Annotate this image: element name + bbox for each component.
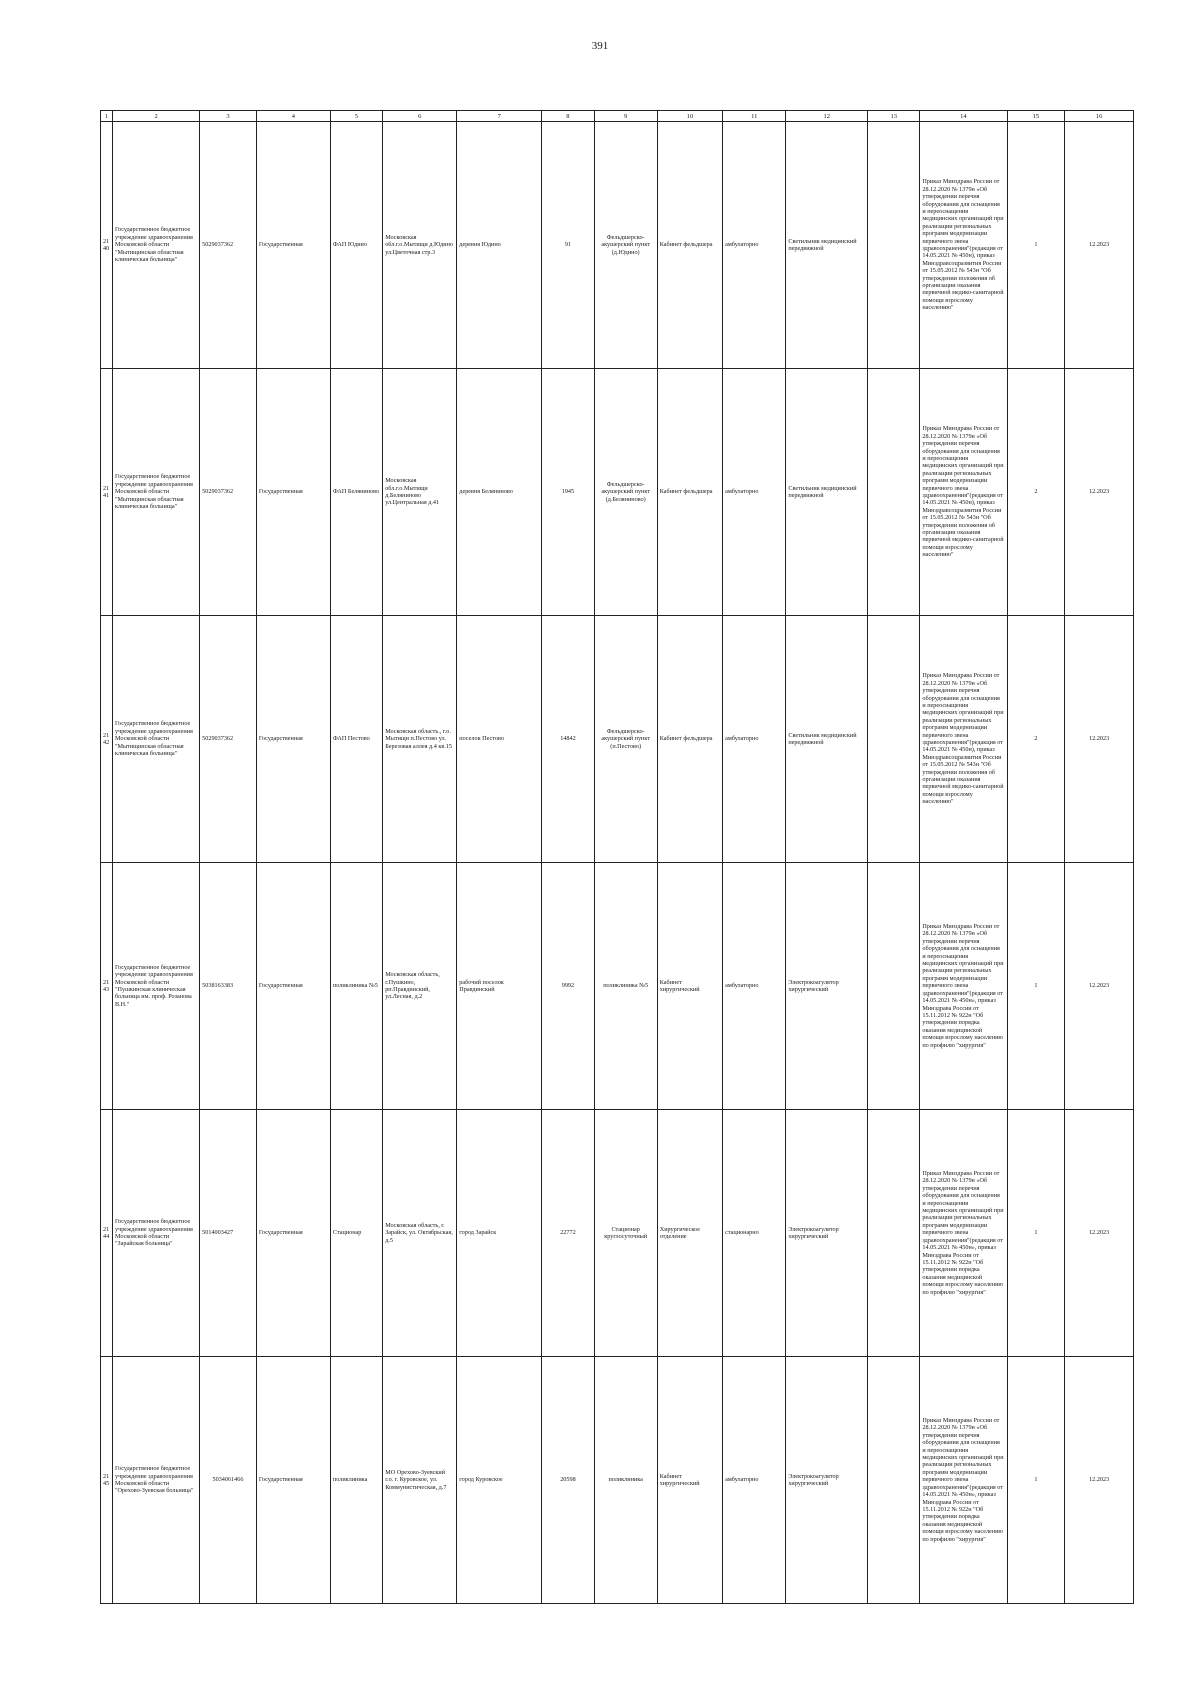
ownership-form: Государственная: [256, 863, 330, 1110]
column-number: 13: [868, 111, 920, 122]
table-row: [101, 122, 1134, 369]
legal-basis: Приказ Минздрава России от 28.12.2020 № 1379н «Об утверждении перечня оборудования для оснащения и переоснащения медицинских организаций при реализации региональных программ модернизации первичного звена здравоохранения"(редакция от 14.05.2021 № 450н», приказ Минздрава России от 15.11.2012 № 922н "Об утверждении порядка оказания медицинской помощи взрослому населению по профилю "хирургия": [920, 1110, 1007, 1357]
organization-name: Государственное бюджетное учреждение здравоохранения Московской области "Мытищинская областная клиническая больница": [112, 369, 199, 616]
unit-type: Стационар круглосуточный: [594, 1110, 657, 1357]
equipment: Электрокоагулятор хирургический: [786, 1357, 868, 1604]
unit-type: поликлиника: [594, 1357, 657, 1604]
ownership-form: Государственная: [256, 369, 330, 616]
population: 1945: [542, 369, 594, 616]
population: 91: [542, 122, 594, 369]
address: Московская обл.г.о.Мытищи д.Беляниново ул.Центральная д.41: [383, 369, 457, 616]
quantity: 1: [1007, 1357, 1065, 1604]
ownership-form: Государственная: [256, 1357, 330, 1604]
organization-name: Государственное бюджетное учреждение здравоохранения Московской области "Мытищинская областная клиническая больница": [112, 616, 199, 863]
table-row: [101, 1110, 1134, 1357]
column-13: [868, 616, 920, 863]
quantity: 2: [1007, 369, 1065, 616]
equipment: Светильник медицинский передвижной: [786, 616, 868, 863]
inn: 5029037362: [200, 369, 257, 616]
equipment: Светильник медицинский передвижной: [786, 369, 868, 616]
equipment: Электрокоагулятор хирургический: [786, 863, 868, 1110]
legal-basis: Приказ Минздрава России от 28.12.2020 № 1379н «Об утверждении перечня оборудования для оснащения и переоснащения медицинских организаций при реализации региональных программ модернизации первичного звена здравоохранения"(редакция от 14.05.2021 № 450н), приказ Минздравсоцразвития России от 15.05.2012 № 543н "Об утверждении положения об организации оказания первичной медико-санитарной помощи взрослому населению": [920, 616, 1007, 863]
structural-unit: ФАП Беляниново: [330, 369, 382, 616]
settlement: город Куровское: [457, 1357, 542, 1604]
table-row: [101, 1357, 1134, 1604]
settlement: поселок Пестово: [457, 616, 542, 863]
room: Кабинет хирургический: [657, 863, 722, 1110]
date: 12.2023: [1065, 1357, 1134, 1604]
structural-unit: поликлиника №5: [330, 863, 382, 1110]
legal-basis: Приказ Минздрава России от 28.12.2020 № 1379н «Об утверждении перечня оборудования для оснащения и переоснащения медицинских организаций при реализации региональных программ модернизации первичного звена здравоохранения"(редакция от 14.05.2021 № 450н», приказ Минздрава России от 15.11.2012 № 922н "Об утверждении порядка оказания медицинской помощи взрослому населению по профилю "хирургия": [920, 1357, 1007, 1604]
care-conditions: амбулаторно: [723, 616, 786, 863]
column-13: [868, 369, 920, 616]
column-number: 16: [1065, 111, 1134, 122]
column-number: 14: [920, 111, 1007, 122]
page-number: 391: [591, 40, 609, 52]
equipment: Электрокоагулятор хирургический: [786, 1110, 868, 1357]
care-conditions: амбулаторно: [723, 863, 786, 1110]
table-row: [101, 616, 1134, 863]
address: Московская область, г. Зарайск, ул. Октябрьская, д.5: [383, 1110, 457, 1357]
population: 9992: [542, 863, 594, 1110]
structural-unit: поликлиника: [330, 1357, 382, 1604]
unit-type: Фельдшерско-акушерский пункт (д.Беляниново): [594, 369, 657, 616]
address: Московская область, г.Пушкино, рп.Правдинский, ул.Лесная, д.2: [383, 863, 457, 1110]
organization-name: Государственное бюджетное учреждение здравоохранения Московской области "Мытищинская областная клиническая больница": [112, 122, 199, 369]
care-conditions: амбулаторно: [723, 369, 786, 616]
structural-unit: ФАП Юдино: [330, 122, 382, 369]
table-row: [101, 369, 1134, 616]
inn: 5029037362: [200, 616, 257, 863]
inn: 5038163383: [200, 863, 257, 1110]
room: Кабинет фельдшера: [657, 616, 722, 863]
quantity: 1: [1007, 863, 1065, 1110]
care-conditions: стационарно: [723, 1110, 786, 1357]
column-number: 15: [1007, 111, 1065, 122]
equipment: Светильник медицинский передвижной: [786, 122, 868, 369]
ownership-form: Государственная: [256, 616, 330, 863]
structural-unit: ФАП Пестово: [330, 616, 382, 863]
column-number: 9: [594, 111, 657, 122]
column-number: 10: [657, 111, 722, 122]
column-number: 3: [200, 111, 257, 122]
column-number: 4: [256, 111, 330, 122]
care-conditions: амбулаторно: [723, 122, 786, 369]
settlement: деревня Юдино: [457, 122, 542, 369]
address: МО Орехово-Зуевский г.о. г. Куровское, ул. Коммунистическая, д.7: [383, 1357, 457, 1604]
date: 12.2023: [1065, 863, 1134, 1110]
quantity: 1: [1007, 122, 1065, 369]
settlement: рабочий поселок Правдинский: [457, 863, 542, 1110]
unit-type: поликлиника №5: [594, 863, 657, 1110]
column-13: [868, 1110, 920, 1357]
column-number-row: [101, 111, 1134, 122]
column-13: [868, 1357, 920, 1604]
room: Кабинет хирургический: [657, 1357, 722, 1604]
room: Кабинет фельдшера: [657, 122, 722, 369]
care-conditions: амбулаторно: [723, 1357, 786, 1604]
room: Кабинет фельдшера: [657, 369, 722, 616]
row-number: 2144: [101, 1110, 113, 1357]
legal-basis: Приказ Минздрава России от 28.12.2020 № 1379н «Об утверждении перечня оборудования для оснащения и переоснащения медицинских организаций при реализации региональных программ модернизации первичного звена здравоохранения"(редакция от 14.05.2021 № 450н), приказ Минздравсоцразвития России от 15.05.2012 № 543н "Об утверждении положения об организации оказания первичной медико-санитарной помощи взрослому населению": [920, 122, 1007, 369]
organization-name: Государственное бюджетное учреждение здравоохранения Московской области "Зарайская больница": [112, 1110, 199, 1357]
population: 22772: [542, 1110, 594, 1357]
quantity: 2: [1007, 616, 1065, 863]
legal-basis: Приказ Минздрава России от 28.12.2020 № 1379н «Об утверждении перечня оборудования для оснащения и переоснащения медицинских организаций при реализации региональных программ модернизации первичного звена здравоохранения"(редакция от 14.05.2021 № 450н), приказ Минздравсоцразвития России от 15.05.2012 № 543н "Об утверждении положения об организации оказания первичной медико-санитарной помощи взрослому населению": [920, 369, 1007, 616]
inn: 5034061466: [200, 1357, 257, 1604]
column-13: [868, 863, 920, 1110]
population: 14842: [542, 616, 594, 863]
address: Московская область., г.о. Мытищи п.Пестово ул. Березовая аллея д.4 кв.15: [383, 616, 457, 863]
unit-type: Фельдшерско-акушерский пункт (д.Юдино): [594, 122, 657, 369]
column-number: 2: [112, 111, 199, 122]
column-13: [868, 122, 920, 369]
date: 12.2023: [1065, 369, 1134, 616]
row-number: 2142: [101, 616, 113, 863]
ownership-form: Государственная: [256, 1110, 330, 1357]
row-number: 2141: [101, 369, 113, 616]
column-number: 8: [542, 111, 594, 122]
legal-basis: Приказ Минздрава России от 28.12.2020 № 1379н «Об утверждении перечня оборудования для оснащения и переоснащения медицинских организаций при реализации региональных программ модернизации первичного звена здравоохранения"(редакция от 14.05.2021 № 450н», приказ Минздрава России от 15.11.2012 № 922н "Об утверждении порядка оказания медицинской помощи взрослому населению по профилю "хирургия": [920, 863, 1007, 1110]
column-number: 11: [723, 111, 786, 122]
structural-unit: Стационар: [330, 1110, 382, 1357]
row-number: 2143: [101, 863, 113, 1110]
row-number: 2140: [101, 122, 113, 369]
column-number: 5: [330, 111, 382, 122]
population: 20598: [542, 1357, 594, 1604]
date: 12.2023: [1065, 122, 1134, 369]
organization-name: Государственное бюджетное учреждение здравоохранения Московской области "Пушкинская клиническая больница им. проф. Розанова В.Н.": [112, 863, 199, 1110]
address: Московская обл.г.о.Мытищи д.Юдино ул.Цветочная стр.3: [383, 122, 457, 369]
unit-type: Фельдшерско-акушерский пункт (п.Пестово): [594, 616, 657, 863]
column-number: 6: [383, 111, 457, 122]
table-row: [101, 863, 1134, 1110]
settlement: деревня Беляниново: [457, 369, 542, 616]
settlement: город Зарайск: [457, 1110, 542, 1357]
column-number: 1: [101, 111, 113, 122]
date: 12.2023: [1065, 1110, 1134, 1357]
ownership-form: Государственная: [256, 122, 330, 369]
quantity: 1: [1007, 1110, 1065, 1357]
equipment-register-table: [100, 110, 1134, 1604]
column-number: 12: [786, 111, 868, 122]
row-number: 2145: [101, 1357, 113, 1604]
column-number: 7: [457, 111, 542, 122]
room: Хирургическое отделение: [657, 1110, 722, 1357]
date: 12.2023: [1065, 616, 1134, 863]
inn: 5014003427: [200, 1110, 257, 1357]
inn: 5029037362: [200, 122, 257, 369]
organization-name: Государственное бюджетное учреждение здравоохранения Московской области "Орехово-Зуевская больница": [112, 1357, 199, 1604]
